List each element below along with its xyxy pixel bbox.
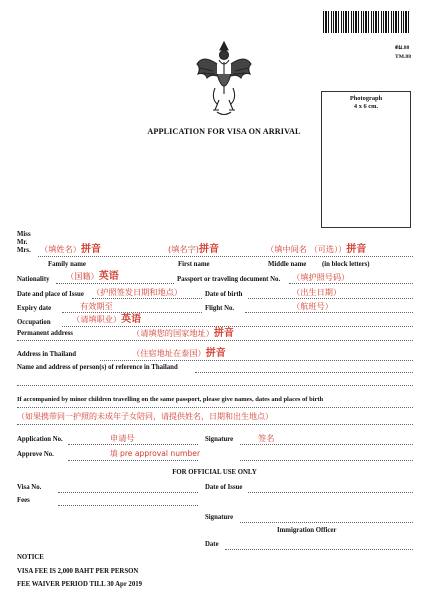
block-letters-note: (in block letters)	[322, 261, 370, 268]
expiry-line	[62, 312, 202, 313]
date-of-issue-line	[248, 492, 413, 493]
thailand-address-label: Address in Thailand	[17, 351, 77, 358]
flight-label: Flight No.	[205, 305, 235, 312]
middle-name-pinyin: 拼音	[346, 244, 367, 255]
photo-label: Photograph	[349, 95, 383, 102]
application-no-label: Application No.	[17, 436, 63, 443]
form-code: TM.88	[395, 54, 412, 60]
occupation-label: Occupation	[17, 319, 51, 326]
notice-heading: NOTICE	[17, 554, 44, 561]
permanent-address-field[interactable]	[132, 329, 234, 339]
nationality-value: 英语	[98, 271, 119, 282]
issue-line	[92, 298, 202, 299]
immigration-officer-label: Immigration Officer	[277, 527, 337, 534]
issue-date-place-field[interactable]: （护照签发日期和地点）	[92, 287, 183, 297]
flight-line	[245, 312, 413, 313]
permanent-address-label: Permanent address	[17, 330, 73, 337]
title-mr[interactable]: Mr.	[17, 239, 28, 246]
approve-right-line	[240, 460, 413, 461]
date-of-issue-label: Date of Issue	[205, 484, 243, 491]
fees-line	[58, 505, 198, 506]
nationality-field[interactable]	[66, 272, 119, 282]
occupation-hint: （请填职业）	[72, 314, 122, 324]
officer-signature-line	[240, 522, 413, 523]
first-name-hint: (填名字)	[168, 244, 199, 254]
first-name-pinyin: 拼音	[198, 244, 219, 255]
officer-date-line	[225, 549, 413, 550]
form-code-thai: ตม.88	[395, 45, 410, 51]
passport-field[interactable]: （填护照号码）	[292, 272, 350, 282]
occupation-line	[62, 326, 413, 327]
thailand-address-hint: （住宿地址在泰国）	[132, 348, 206, 358]
permanent-line-1	[17, 340, 413, 341]
first-name-field[interactable]	[168, 245, 219, 255]
title-mrs[interactable]: Mrs.	[17, 247, 31, 254]
approve-no-field[interactable]: 填 pre approval number	[110, 449, 201, 458]
application-no-field[interactable]: 申请号	[110, 433, 135, 443]
middle-name-label: Middle name	[268, 261, 307, 268]
minor-children-field[interactable]: （如果携带同一护照的未成年子女陪同，请提供姓名，日期和出生地点）	[17, 412, 273, 421]
photograph-box	[321, 91, 411, 228]
middle-name-field[interactable]	[266, 245, 366, 255]
garuda-emblem-icon	[193, 38, 255, 118]
occupation-value: 英语	[121, 314, 142, 325]
family-name-field[interactable]	[40, 245, 101, 255]
signature-field[interactable]: 签名	[258, 433, 275, 443]
family-name-label: Family name	[48, 261, 86, 268]
nationality-label: Nationality	[17, 276, 50, 283]
family-name-hint: （填姓名）	[40, 244, 81, 254]
expiry-field[interactable]: 有效期至	[80, 301, 113, 311]
first-name-label: First name	[178, 261, 210, 268]
expiry-label: Expiry date	[17, 305, 52, 312]
reference-label: Name and address of person(s) of reference in Thailand	[17, 364, 178, 371]
thailand-address-field[interactable]	[132, 349, 226, 359]
approve-no-label: Approve No.	[17, 451, 54, 458]
dob-label: Date of birth	[205, 291, 243, 298]
passport-label: Passport or traveling document No.	[177, 276, 281, 283]
form-title: APPLICATION FOR VISA ON ARRIVAL	[147, 127, 301, 136]
family-name-pinyin: 拼音	[80, 244, 101, 255]
middle-name-hint: （填中间名 （可选））	[266, 244, 347, 254]
approve-line	[68, 460, 198, 461]
nationality-line	[56, 283, 174, 284]
reference-line[interactable]	[195, 372, 413, 373]
thailand-address-value: 拼音	[205, 348, 226, 359]
official-use-heading: FOR OFFICIAL USE ONLY	[172, 469, 257, 476]
title-miss[interactable]: Miss	[17, 231, 31, 238]
notice-waiver: FEE WAIVER PERIOD TILL 30 Apr 2019	[17, 581, 143, 588]
dob-line	[248, 298, 413, 299]
reference-line-2[interactable]	[17, 385, 413, 386]
visa-no-label: Visa No.	[17, 484, 42, 491]
flight-field[interactable]: （航班号）	[292, 301, 333, 311]
dob-field[interactable]: （出生日期）	[292, 287, 342, 297]
occupation-field[interactable]	[72, 315, 141, 325]
name-line	[38, 256, 413, 257]
application-line	[68, 444, 198, 445]
barcode	[323, 11, 411, 33]
minor-line-2	[17, 424, 413, 425]
notice-fee: VISA FEE IS 2,000 BAHT PER PERSON	[17, 568, 139, 575]
fees-label: Fees	[17, 497, 30, 504]
minor-children-label: If accompanied by minor children travelling on the same passport, please give names, dates and places of birth	[17, 396, 324, 403]
permanent-address-value: 拼音	[213, 328, 234, 339]
nationality-hint: （国籍）	[66, 271, 99, 281]
issue-date-place-label: Date and place of Issue	[17, 291, 84, 298]
photo-size: 4 x 6 cm.	[353, 103, 379, 110]
signature-label: Signature	[205, 436, 234, 443]
permanent-address-hint: （请填您的国家地址）	[132, 328, 214, 338]
officer-date-label: Date	[205, 541, 219, 548]
officer-signature-label: Signature	[205, 514, 234, 521]
minor-line-1	[17, 407, 413, 408]
visa-no-line	[58, 492, 198, 493]
thailand-line	[100, 360, 413, 361]
passport-line	[289, 283, 413, 284]
signature-line	[240, 444, 413, 445]
